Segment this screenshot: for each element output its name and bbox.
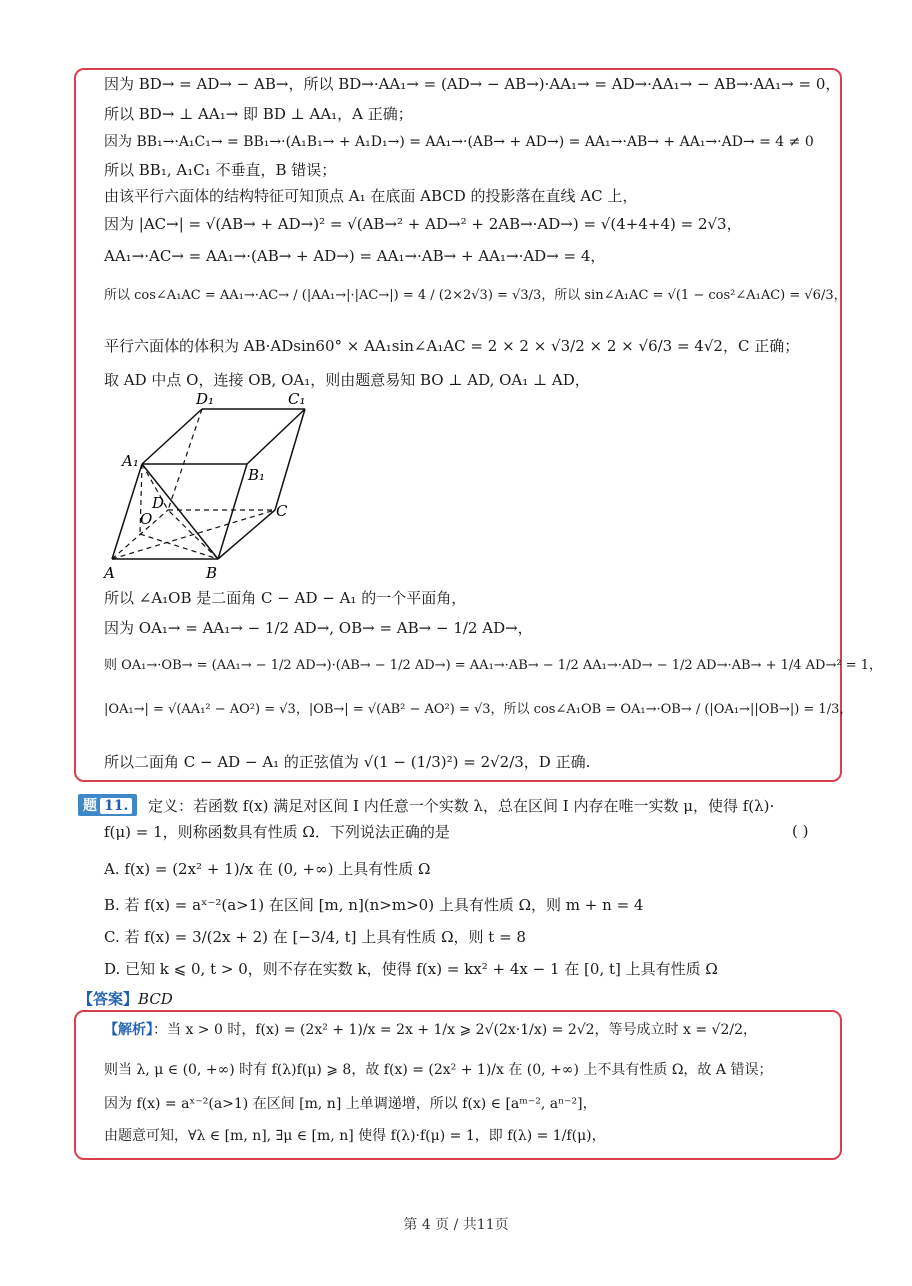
solution-line: 所以 ∠A₁OB 是二面角 C − AD − A₁ 的一个平面角， — [104, 589, 467, 607]
vertex-label: B₁ — [248, 466, 266, 484]
vertex-label: A₁ — [122, 452, 139, 470]
solution-line: 因为 BB₁→·A₁C₁→ = BB₁→·(A₁B₁→ + A₁D₁→) = AA₁→·(AB→ + AD→) = AA₁→·AB→ + AA₁→·AD→ = 4 ≠ 0 — [104, 134, 814, 150]
solution-line: 因为 |AC→| = √(AB→ + AD→)² = √(AB→² + AD→² + 2AB→·AD→) = √(4+4+4) = 2√3， — [104, 215, 742, 233]
vertex-label: D — [152, 494, 165, 512]
solution-line: 则 OA₁→·OB→ = (AA₁→ − 1/2 AD→)·(AB→ − 1/2 AD→) = AA₁→·AB→ − 1/2 AA₁→·AD→ − 1/2 AD→·AB→ + 1/4 AD→² = 1， — [104, 658, 883, 673]
option-a: A. f(x) = (2x² + 1)/x 在 (0, +∞) 上具有性质 Ω — [104, 860, 431, 878]
vertex-label: C₁ — [288, 392, 306, 408]
question-tag-label: 题 — [83, 798, 97, 814]
vertex-label: D₁ — [196, 392, 215, 408]
solution-line: 取 AD 中点 O，连接 OB, OA₁，则由题意易知 BO ⊥ AD, OA₁ ⊥ AD， — [104, 371, 590, 389]
vertex-label: O — [140, 510, 153, 528]
vertex-label: B — [206, 564, 218, 582]
solution-line: 由该平行六面体的结构特征可知顶点 A₁ 在底面 ABCD 的投影落在直线 AC 上， — [104, 187, 638, 205]
analysis-label: 【解析】 — [104, 1022, 153, 1038]
solution-line: 因为 BD→ = AD→ − AB→，所以 BD→·AA₁→ = (AD→ − AB→)·AA₁→ = AD→·AA₁→ − AB→·AA₁→ = 0， — [104, 75, 841, 93]
solution-line: AA₁→·AC→ = AA₁→·(AB→ + AD→) = AA₁→·AB→ + AA₁→·AD→ = 4， — [104, 247, 606, 265]
solution-line: 所以二面角 C − AD − A₁ 的正弦值为 √(1 − (1/3)²) = 2√2/3，D 正确. — [104, 753, 591, 771]
analysis-line: 则当 λ, μ ∈ (0, +∞) 时有 f(λ)f(μ) ⩾ 8，故 f(x) = (2x² + 1)/x 在 (0, +∞) 上不具有性质 Ω，故 A 错误； — [104, 1062, 773, 1078]
solution-line: 平行六面体的体积为 AB·ADsin60° × AA₁sin∠A₁AC = 2 × 2 × √3/2 × 2 × √6/3 = 4√2，C 正确； — [104, 337, 800, 355]
option-b: B. 若 f(x) = aˣ⁻²(a>1) 在区间 [m, n](n>m>0) 上具有性质 Ω，则 m + n = 4 — [104, 896, 644, 914]
question-stem: 定义：若函数 f(x) 满足对区间 I 内任意一个实数 λ，总在区间 I 内存在唯一实数 μ，使得 f(λ)· — [148, 797, 775, 815]
answer-label: 【答案】 — [78, 990, 139, 1008]
vertex-label: C — [276, 502, 288, 520]
analysis-line: 因为 f(x) = aˣ⁻²(a>1) 在区间 [m, n] 上单调递增，所以 f(x) ∈ [aᵐ⁻², aⁿ⁻²]， — [104, 1096, 597, 1112]
solution-line: |OA₁→| = √(AA₁² − AO²) = √3，|OB→| = √(AB² − AO²) = √3，所以 cos∠A₁OB = OA₁→·OB→ / (|OA₁→||OB→|) = 1/3， — [104, 702, 853, 717]
solution-line: 因为 OA₁→ = AA₁→ − 1/2 AD→, OB→ = AB→ − 1/2 AD→， — [104, 619, 533, 637]
analysis-line: 由题意可知，∀λ ∈ [m, n], ∃μ ∈ [m, n] 使得 f(λ)·f(μ) = 1，即 f(λ) = 1/f(μ)， — [104, 1128, 606, 1144]
analysis-line — [104, 1020, 757, 1040]
answer-line — [78, 988, 173, 1009]
parallelepiped-figure — [100, 392, 340, 582]
vertex-label: A — [104, 564, 115, 582]
question-number: 11. — [100, 798, 132, 814]
answer-value: BCD — [138, 990, 173, 1008]
analysis-text: ：当 x > 0 时，f(x) = (2x² + 1)/x = 2x + 1/x ⩾ 2√(2x·1/x) = 2√2，等号成立时 x = √2/2， — [153, 1022, 757, 1038]
page-footer: 第 4 页 / 共11页 — [403, 1217, 509, 1233]
option-d: D. 已知 k ⩽ 0, t > 0，则不存在实数 k，使得 f(x) = kx² + 4x − 1 在 [0, t] 上具有性质 Ω — [104, 960, 718, 978]
answer-parens: ( ) — [792, 822, 809, 840]
solution-line: 所以 BB₁, A₁C₁ 不垂直，B 错误； — [104, 161, 337, 179]
question-stem: f(μ) = 1，则称函数具有性质 Ω．下列说法正确的是 — [104, 823, 450, 841]
solution-line: 所以 cos∠A₁AC = AA₁→·AC→ / (|AA₁→|·|AC→|) = 4 / (2×2√3) = √3/3，所以 sin∠A₁AC = √(1 − cos²∠A₁AC) = √6/3， — [104, 288, 847, 303]
question-number-tag — [78, 794, 137, 816]
solution-line: 所以 BD→ ⊥ AA₁→ 即 BD ⊥ AA₁，A 正确； — [104, 105, 413, 123]
option-c: C. 若 f(x) = 3/(2x + 2) 在 [−3/4, t] 上具有性质 Ω，则 t = 8 — [104, 928, 526, 946]
